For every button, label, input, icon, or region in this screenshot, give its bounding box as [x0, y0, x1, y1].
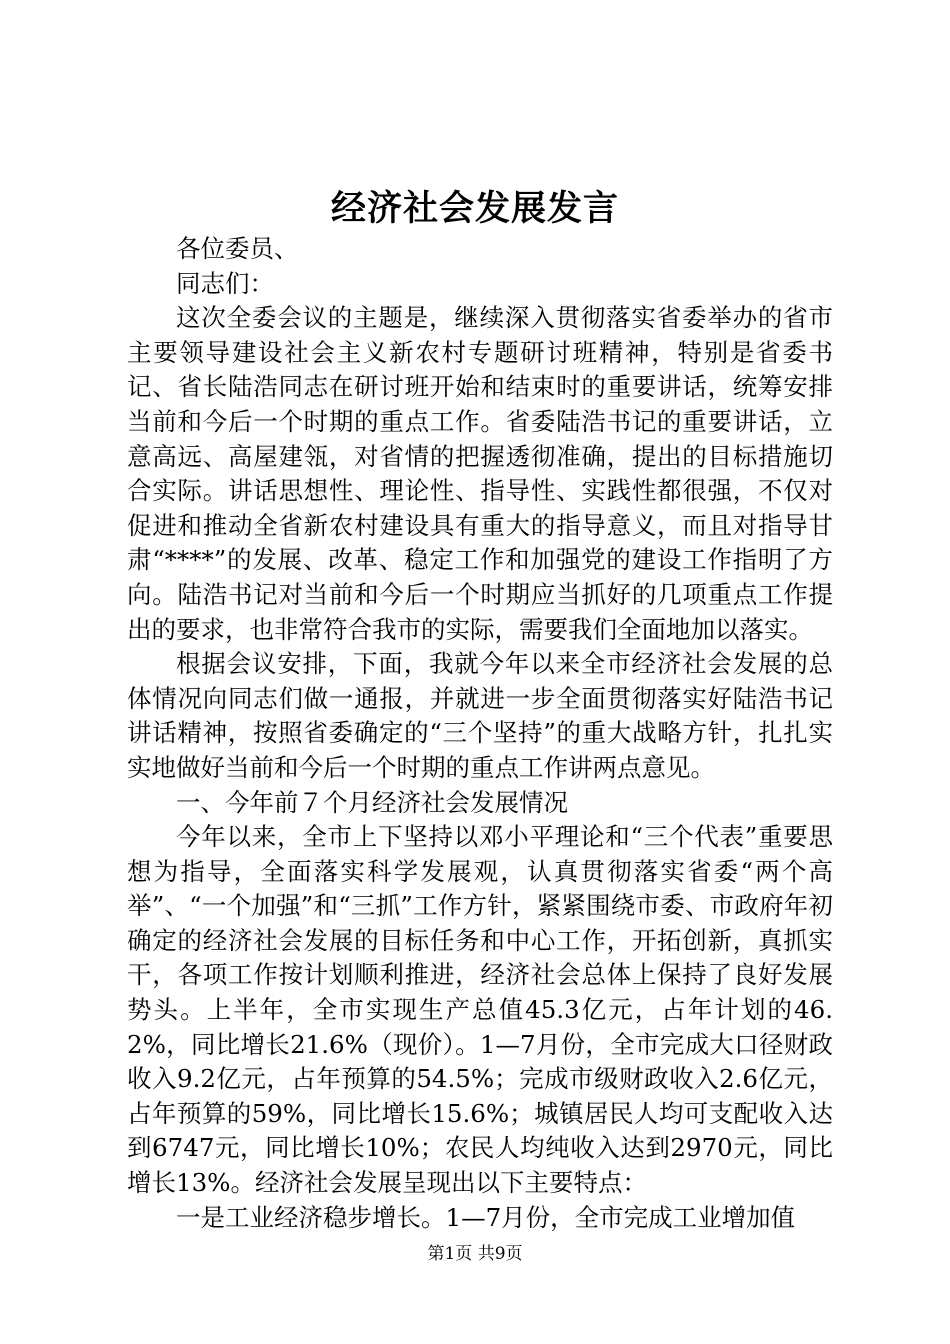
paragraph-economic-overview: 今年以来，全市上下坚持以邓小平理论和“三个代表”重要思想为指导，全面落实科学发展观，认真贯彻落实省委“两个高举”、“一个加强”和“三抓”工作方针，紧紧围绕市委、市政府年初确定的经济社会发展的目标任务和中心工作，开拓创新，真抓实干，各项工作按计划顺利推进，经济社会总体上保持了良好发展势头。上半年，全市实现生产总值45.3亿元，占年计划的46.2%，同比增长21.6%（现价）。1—7月份，全市完成大口径财政收入9.2亿元，占年预算的54.5%；完成市级财政收入2.6亿元，占年预算的59%，同比增长15.6%；城镇居民人均可支配收入达到6747元，同比增长10%；农民人均纯收入达到2970元，同比增长13%。经济社会发展呈现出以下主要特点：	[127, 822, 833, 1198]
paragraph-agenda: 根据会议安排，下面，我就今年以来全市经济社会发展的总体情况向同志们做一通报，并就进一步全面贯彻落实好陆浩书记讲话精神，按照省委确定的“三个坚持”的重大战略方针，扎扎实实地做好当前和今后一个时期的重点工作讲两点意见。	[127, 649, 833, 782]
paragraph-meeting-theme: 这次全委会议的主题是，继续深入贯彻落实省委举办的省市主要领导建设社会主义新农村专题研讨班精神，特别是省委书记、省长陆浩同志在研讨班开始和结束时的重要讲话，统筹安排当前和今后一个时期的重点工作。省委陆浩书记的重要讲话，立意高远、高屋建瓴，对省情的把握透彻准确，提出的目标措施切合实际。讲话思想性、理论性、指导性、实践性都很强，不仅对促进和推动全省新农村建设具有重大的指导意义，而且对指导甘肃“****”的发展、改革、稳定工作和加强党的建设工作指明了方向。陆浩书记对当前和今后一个时期应当抓好的几项重点工作提出的要求，也非常符合我市的实际，需要我们全面地加以落实。	[127, 303, 833, 644]
document-body	[127, 232, 833, 1235]
salutation-line-1: 各位委员、	[176, 234, 299, 263]
page-footer: 第1页 共9页	[427, 1244, 523, 1264]
document-title: 经济社会发展发言	[330, 189, 619, 229]
paragraph-industry: 一是工业经济稳步增长。1—7月份，全市完成工业增加值	[176, 1202, 796, 1232]
section-heading-1: 一、今年前７个月经济社会发展情况	[176, 787, 568, 817]
salutation-line-2: 同志们：	[176, 268, 274, 298]
